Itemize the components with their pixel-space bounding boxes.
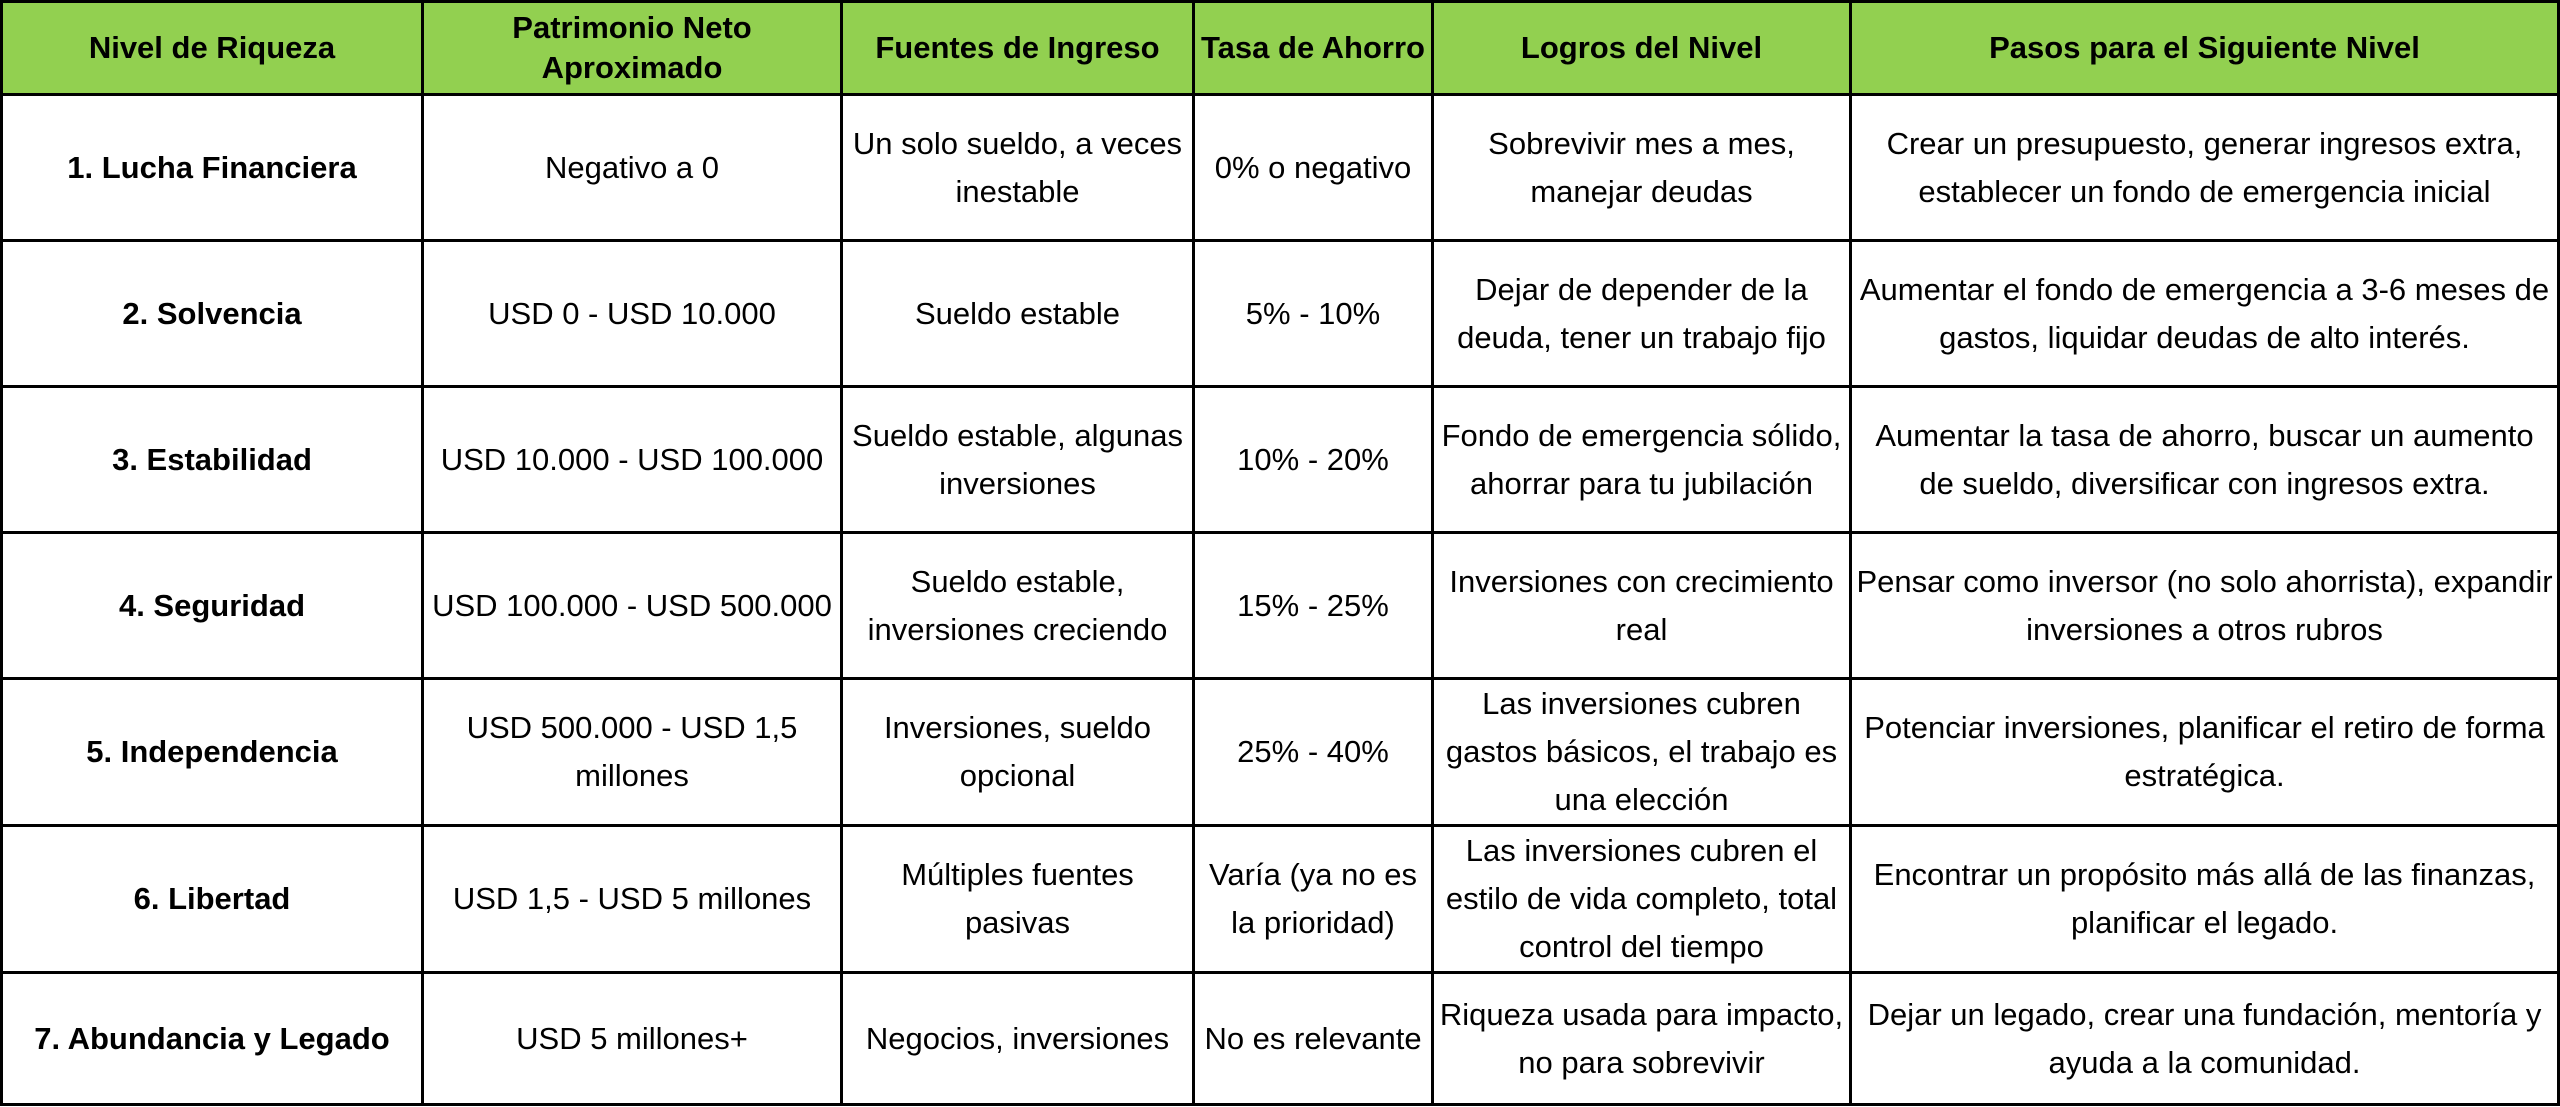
header-savings-rate: Tasa de Ahorro <box>1194 2 1433 95</box>
income-cell: Sueldo estable, algunas inversiones <box>842 387 1194 533</box>
next-steps-cell: Aumentar la tasa de ahorro, buscar un aumento de sueldo, diversificar con ingresos extra. <box>1851 387 2559 533</box>
next-steps-cell: Dejar un legado, crear una fundación, mentoría y ayuda a la comunidad. <box>1851 973 2559 1105</box>
income-cell: Negocios, inversiones <box>842 973 1194 1105</box>
next-steps-cell: Aumentar el fondo de emergencia a 3-6 meses de gastos, liquidar deudas de alto interés. <box>1851 241 2559 387</box>
savings-cell: 5% - 10% <box>1194 241 1433 387</box>
header-next-steps: Pasos para el Siguiente Nivel <box>1851 2 2559 95</box>
income-cell: Múltiples fuentes pasivas <box>842 826 1194 973</box>
net-worth-cell: USD 0 - USD 10.000 <box>423 241 842 387</box>
header-income-sources: Fuentes de Ingreso <box>842 2 1194 95</box>
achievements-cell: Fondo de emergencia sólido, ahorrar para tu jubilación <box>1433 387 1851 533</box>
next-steps-cell: Potenciar inversiones, planificar el retiro de forma estratégica. <box>1851 679 2559 826</box>
level-cell: 4. Seguridad <box>2 533 423 679</box>
net-worth-cell: USD 1,5 - USD 5 millones <box>423 826 842 973</box>
achievements-cell: Dejar de depender de la deuda, tener un trabajo fijo <box>1433 241 1851 387</box>
achievements-cell: Inversiones con crecimiento real <box>1433 533 1851 679</box>
net-worth-cell: USD 10.000 - USD 100.000 <box>423 387 842 533</box>
header-net-worth: Patrimonio Neto Aproximado <box>423 2 842 95</box>
net-worth-cell: Negativo a 0 <box>423 95 842 241</box>
savings-cell: 15% - 25% <box>1194 533 1433 679</box>
header-wealth-level: Nivel de Riqueza <box>2 2 423 95</box>
table-body <box>2 95 2559 1105</box>
achievements-cell: Riqueza usada para impacto, no para sobrevivir <box>1433 973 1851 1105</box>
net-worth-cell: USD 100.000 - USD 500.000 <box>423 533 842 679</box>
savings-cell: Varía (ya no es la prioridad) <box>1194 826 1433 973</box>
table-row <box>2 241 2559 387</box>
level-cell: 2. Solvencia <box>2 241 423 387</box>
savings-cell: No es relevante <box>1194 973 1433 1105</box>
table-row <box>2 973 2559 1105</box>
level-cell: 3. Estabilidad <box>2 387 423 533</box>
savings-cell: 10% - 20% <box>1194 387 1433 533</box>
achievements-cell: Sobrevivir mes a mes, manejar deudas <box>1433 95 1851 241</box>
header-row <box>2 2 2559 95</box>
net-worth-cell: USD 5 millones+ <box>423 973 842 1105</box>
savings-cell: 0% o negativo <box>1194 95 1433 241</box>
table-row <box>2 95 2559 241</box>
achievements-cell: Las inversiones cubren gastos básicos, el trabajo es una elección <box>1433 679 1851 826</box>
achievements-cell: Las inversiones cubren el estilo de vida completo, total control del tiempo <box>1433 826 1851 973</box>
table-row <box>2 533 2559 679</box>
next-steps-cell: Pensar como inversor (no solo ahorrista), expandir inversiones a otros rubros <box>1851 533 2559 679</box>
income-cell: Inversiones, sueldo opcional <box>842 679 1194 826</box>
income-cell: Un solo sueldo, a veces inestable <box>842 95 1194 241</box>
income-cell: Sueldo estable <box>842 241 1194 387</box>
savings-cell: 25% - 40% <box>1194 679 1433 826</box>
table-row <box>2 387 2559 533</box>
table-row <box>2 826 2559 973</box>
next-steps-cell: Crear un presupuesto, generar ingresos extra, establecer un fondo de emergencia inicial <box>1851 95 2559 241</box>
level-cell: 5. Independencia <box>2 679 423 826</box>
level-cell: 6. Libertad <box>2 826 423 973</box>
table-row <box>2 679 2559 826</box>
level-cell: 7. Abundancia y Legado <box>2 973 423 1105</box>
income-cell: Sueldo estable, inversiones creciendo <box>842 533 1194 679</box>
header-level-achievements: Logros del Nivel <box>1433 2 1851 95</box>
net-worth-cell: USD 500.000 - USD 1,5 millones <box>423 679 842 826</box>
next-steps-cell: Encontrar un propósito más allá de las finanzas, planificar el legado. <box>1851 826 2559 973</box>
level-cell: 1. Lucha Financiera <box>2 95 423 241</box>
table-header <box>2 2 2559 95</box>
